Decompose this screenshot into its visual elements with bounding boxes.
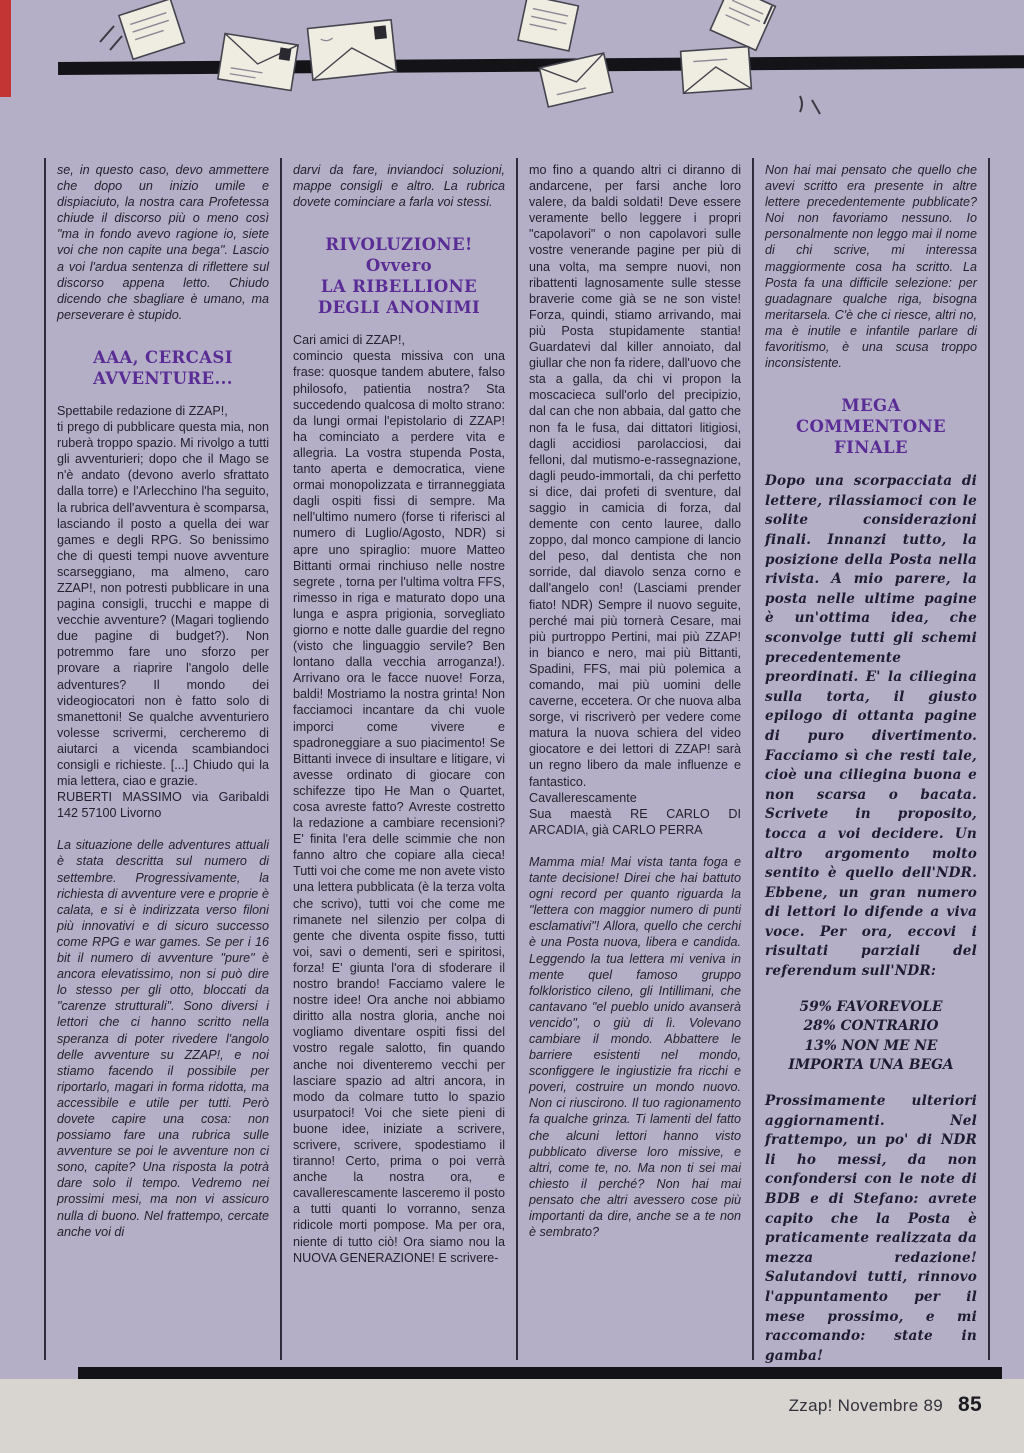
letter-signature: Sua maestà RE CARLO DI ARCADIA, già CARLO PERRA <box>529 806 741 837</box>
heading-line: RIVOLUZIONE! <box>325 235 473 255</box>
section-heading-cercasi-avventure: AAA, CERCASI AVVENTURE... <box>93 347 233 388</box>
speed-lines-icon <box>100 26 122 50</box>
letter-body-re-carlo: comincio questa missiva con una frase: quosque tandem abutere, falso philosofo, patientia nostra? Sta succedendo qualcosa di molto strano: da lungi ormai l'epistolario di ZZAP! ha cominciato a perdere vita e allegria. La vostra stupenda Posta, tanto aperta e democratica, viene ormai monopolizzata e tirranneggiata dagli ospiti fissi di sempre. Ma nell'ultimo numero (forse ti riferisci al numero di Luglio/Agosto, NDR) si apre uno spiraglio: muore Matteo Bittanti ormai rinchiuso nelle nostre segrete , torna per l'ultima voltra FFS, rimesso in riga e maturato dopo una lunga e aspra prigionia, sorvegliato giorno e notte dalle guardie del regno (visto che linguaggio servile? Ben lontano dalla vecchia arroganza!). Arrivano ora le facce nuove! Forza, baldi! Mostriamo la nostra grinta! Non facciamoci incantare da chi vuole imporci come vivere e spadroneggiare a suo piacimento! Se Bittanti invece di insultare e litigare, vi avesse ordinato di giocare con schifezze tipo He Man o Quartet, cosa avreste fatto? Avreste costretto la redazione a cambiare recensioni? E' finita l'era delle scimmie che non fanno altro che copiare alla cieca! Tutti voi che come me non avete visto una lettera pubblicata (è la terza volta che scrivo), tutti voi che come me rimanete nel silenzio per colpa di gente che diventa ospite fisso, tutti voi, savi o dementi, seri e spiritosi, forza! E' giunta l'ora di sfoderare il nostro brando! Facciamo valere le nostre idee! Ora anche noi abbiamo diritto alla nostra gloria, anche noi vogliamo diventare ospiti fissi del vostro regale salotto, fin quando anche noi diventeremo vecchi per lasciare spazio ad altri ancora, in modo da colmare tutto lo spazio usurpatoci! Voi che siete pieni di buone idee, iniziate a scrivere, scrivere, scrivere, spodestiamo il tiranno! Certo, prima o poi verrà anche la nostra ora, e cavallerescamente lasceremo il posto a tutti quanti lo vorranno, senza ridicole morti pompose. Ma per ora, niente di tutto ciò! Ora siamo nou la NUOVA GENERAZIONE! E scrivere- <box>293 349 505 1265</box>
letter-body-re-carlo-continued: mo fino a quando altri ci diranno di andarcene, per farsi anche loro valere, da baldi soldati! Deve essere veramente bello leggere i propri "capolavori" o non capolavori sulle vostre venerande pagine per più di una volta, ma sempre nuovi, non ribattenti lagnosamente sulle stesse braverie come già se ne son viste! Forza, quindi, stiamo arrivando, mai più Posta stupidamente stantia! Guardatevi dal killer annoiato, dal giullar che non fa ridere, dall'uovo che sta a galla, da chi vi propon la moscacieca sull'orlo del precipizio, dal can che non abbaia, dal gatto che non fa le fusa, dai dittatori litigiosi, dagli accidiosi parolacciosi, dai felloni, dal mutismo-e-rassegnazione, dagli peudo-immortali, da chi perfetto si dice, dai profeti di sventure, dal saggio in camicia di forza, dal demente con cento lauree, dallo zoppo, dal monco campione di lancio del peso, dal dentista che non sorride, dal diavolo senza corno e dall'angelo con! (Lasciami prender fiato! NDR) Sempre il nuovo seguite, perché mai più tornerà Cesare, mai più purtroppo Pertini, mai più ZZAP! in bianco e nero, mai più Bittanti, Spadini, FFS, mai più polemica a comando, mai più uomini delle caverne, eccetera. Or che nuova alba sorge, vi riscriverò per vedere come matura la nuova schiera del video giocatore e dei lettori di ZZAP! sarà un regno libero da male influenze e fantastico. <box>529 163 741 789</box>
footer-black-bar <box>78 1367 1002 1379</box>
magazine-issue-label: Zzap! Novembre 89 <box>788 1396 943 1415</box>
editor-reply-adventures-continued: darvi da fare, inviandoci soluzioni, mappe consigli e altro. La rubrica dovete cominciare a farla voi stessi. <box>293 163 505 210</box>
editorial-closing-part1: Dopo una scorpacciata di lettere, rilassiamoci con le solite considerazioni finali. Innanzi tutto, la posizione della Posta nella rivista. A mio parere, la posta nelle ultime pagine è un'ottima idea, che sconvolge tutti gli schemi precedentemente preordinati. E' la ciliegina sulla torta, il giusto epilogo di ottanta pagine di puro divertimento. Facciamo sì che resti tale, cioè una ciliegina buona e non scarsa o bacata. Scrivete in proposito, tocca a voi decidere. Un altro argomento molto sentito è quello dell'NDR. Ebbene, un gran numero di lettori lo difende a viva voce. Per ora, eccovi i risultati parziali del referendum sull'NDR: <box>765 473 977 980</box>
editor-reply-re-carlo-continued: Non hai mai pensato che quello che avevi scritto era presente in altre lettere precedentemente pubblicate? Noi non favoriamo nessuno. Io personalmente non leggo mai il nome di chi scrive, mi interessa maggiormente cosa ha scritto. La Posta fa una difficile selezione: per guadagnare qualche riga, bisogna meritarsela. C'è che ci riesce, altri no, ma è inutile e infantile parlare di favoritismo, è una scusa troppo inconsistente. <box>765 163 977 371</box>
heading-line: Ovvero <box>365 256 433 276</box>
envelope-icon <box>308 20 397 80</box>
envelope-icon <box>218 33 298 90</box>
page-number: 85 <box>958 1393 982 1416</box>
page-footer <box>789 1393 982 1417</box>
envelope-icon <box>681 47 752 94</box>
referendum-result-nonimporta: 13% NON ME NE IMPORTA UNA BEGA <box>788 1037 954 1074</box>
section-heading-rivoluzione <box>297 234 501 318</box>
heading-line: LA RIBELLIONE DEGLI ANONIMI <box>317 277 481 318</box>
editor-reply-re-carlo: Mamma mia! Mai vista tanta foga e tante decisione! Direi che hai battuto ogni record per quanto riguarda la "lettera con maggior numero di punti esclamativi"! Allora, quello che cerchi è una Posta nuova, libera e candida. Leggendo la tua lettera mi veniva in mente quel famoso gruppo folkloristico cileno, gli Intillimani, che cantavano "el pueblo unido avanserà vencido", o giù di lì. Volevano cambiare il mondo. Abbattere le barriere esistenti nel mondo, sconfiggere le ingiustizie fra ricchi e poveri, costruire un mondo nuovo. Non ci riuscirono. Il tuo ragionamento fa qualche grinza. Ti lamenti del fatto che alcuni lettori hanno visto pubblicato diverse loro missive, e altri, come te, no. Ma non ti sei mai chiesto il perché? Non hai mai pensato che altri avessero cose più importanti da dire, anche se a te non è sembrato? <box>529 854 741 1240</box>
paper-sheet-icon <box>119 0 185 59</box>
letter-body-ruberti: ti prego di pubblicare questa mia, non ruberà troppo spazio. Mi rivolgo a tutti gli avventurieri; dopo che il Mago se n'è andato (devono averlo sfrattato dalla torre) e l'Arlecchino l'ha seguito, la rubrica dell'avventura è scomparsa, lasciando il posto a quella dei war games e degli RPG. So benissimo che di questi tempi nuove avventure scarseggiano, ma almeno, caro ZZAP!, non potresti pubblicare in una pagina consigli, trucchi e mappe di vecchie avventure? (Magari togliendo due pagine di budget?). Non potremmo fare uno sforzo per provare a riaprire l'angolo delle adventures? Il mondo dei videogiocatori non è fatto solo di smanettoni! Se qualche avventuriero volesse scrivermi, cercheremo di aiutarci a vicenda scambiandoci consigli e richieste. [...] Chiudo qui la mia lettera, ciao e grazie. <box>57 420 269 789</box>
flying-letters-svg <box>0 0 1024 152</box>
letter-signoff: Cavallerescamente <box>529 790 637 805</box>
letter-salutation: Spettabile redazione di ZZAP!, <box>57 403 228 418</box>
referendum-result-contrario: 28% CONTRARIO <box>803 1018 939 1035</box>
column-2 <box>280 158 516 1360</box>
letters-page-columns <box>44 158 990 1364</box>
letter-sender: RUBERTI MASSIMO via Garibaldi 142 57100 Livorno <box>57 790 269 821</box>
editor-reply-adventures: La situazione delle adventures attuali è stata descritta sul numero di settembre. Progressivamente, la richiesta di avventure vere e proprie è calata, e si è indirizzata verso filoni più innovativi e di sicuro successo come RPG e war games. Se per i 16 bit il numero di avventure "pure" è ancora elevatissimo, non si può dire lo stesso per gli otto, bloccati da "carenze strutturali". Sono diversi i lettori che ci hanno scritto nella speranza di poter rivedere l'angolo delle avventure su ZZAP!, e noi stiamo facendo il possibile per riportarlo, magari in forma ridotta, ma accessibile e utile per tutti. Però dovete capire una cosa: non possiamo fare una rubrica sulle avventure se poi le avventure non ci sono, capite? Una risposta la potrà dare solo il tempo. Vedremo nei prossimi mesi, ma non vi assicuro nulla di buono. Nel frattempo, cercate anche voi di <box>57 838 269 1239</box>
paper-sheet-icon <box>710 0 775 50</box>
column-3 <box>516 158 752 1360</box>
referendum-result-favorevole: 59% FAVOREVOLE <box>799 998 943 1015</box>
editorial-closing-part2: Prossimamente ulteriori aggiornamenti. Nel frattempo, un po' di NDR li ho messi, da non confondersi con le note di BDB e di Stefano: avrete capito che la Posta è praticamente realizzata da mezza redazione! Salutandovi tutti, rinnovo l'appuntamento per il mese prossimo, e mi raccomando: state in gamba! <box>765 1093 977 1364</box>
column-1 <box>44 158 280 1360</box>
paper-sheet-icon <box>518 0 578 51</box>
referendum-results <box>765 998 977 1076</box>
flying-letters-illustration <box>0 0 1024 152</box>
section-heading-mega-commentone: MEGA COMMENTONE FINALE <box>795 396 946 458</box>
letter-salutation: Cari amici di ZZAP!, <box>293 333 405 348</box>
column-4 <box>752 158 990 1364</box>
reply-continued-profetessa: se, in questo caso, devo ammettere che dopo un inizio umile e dispiaciuto, la nostra cara Profetessa chiude il discorso più o meno così "ma in fondo avevo ragione io, siete voi che non capite una bega". Lascio a voi l'ardua sentenza di riflettere sul discorso appena letto. Chiudo dicendo che sbagliare è umano, ma perseverare è stupido. <box>57 163 269 322</box>
